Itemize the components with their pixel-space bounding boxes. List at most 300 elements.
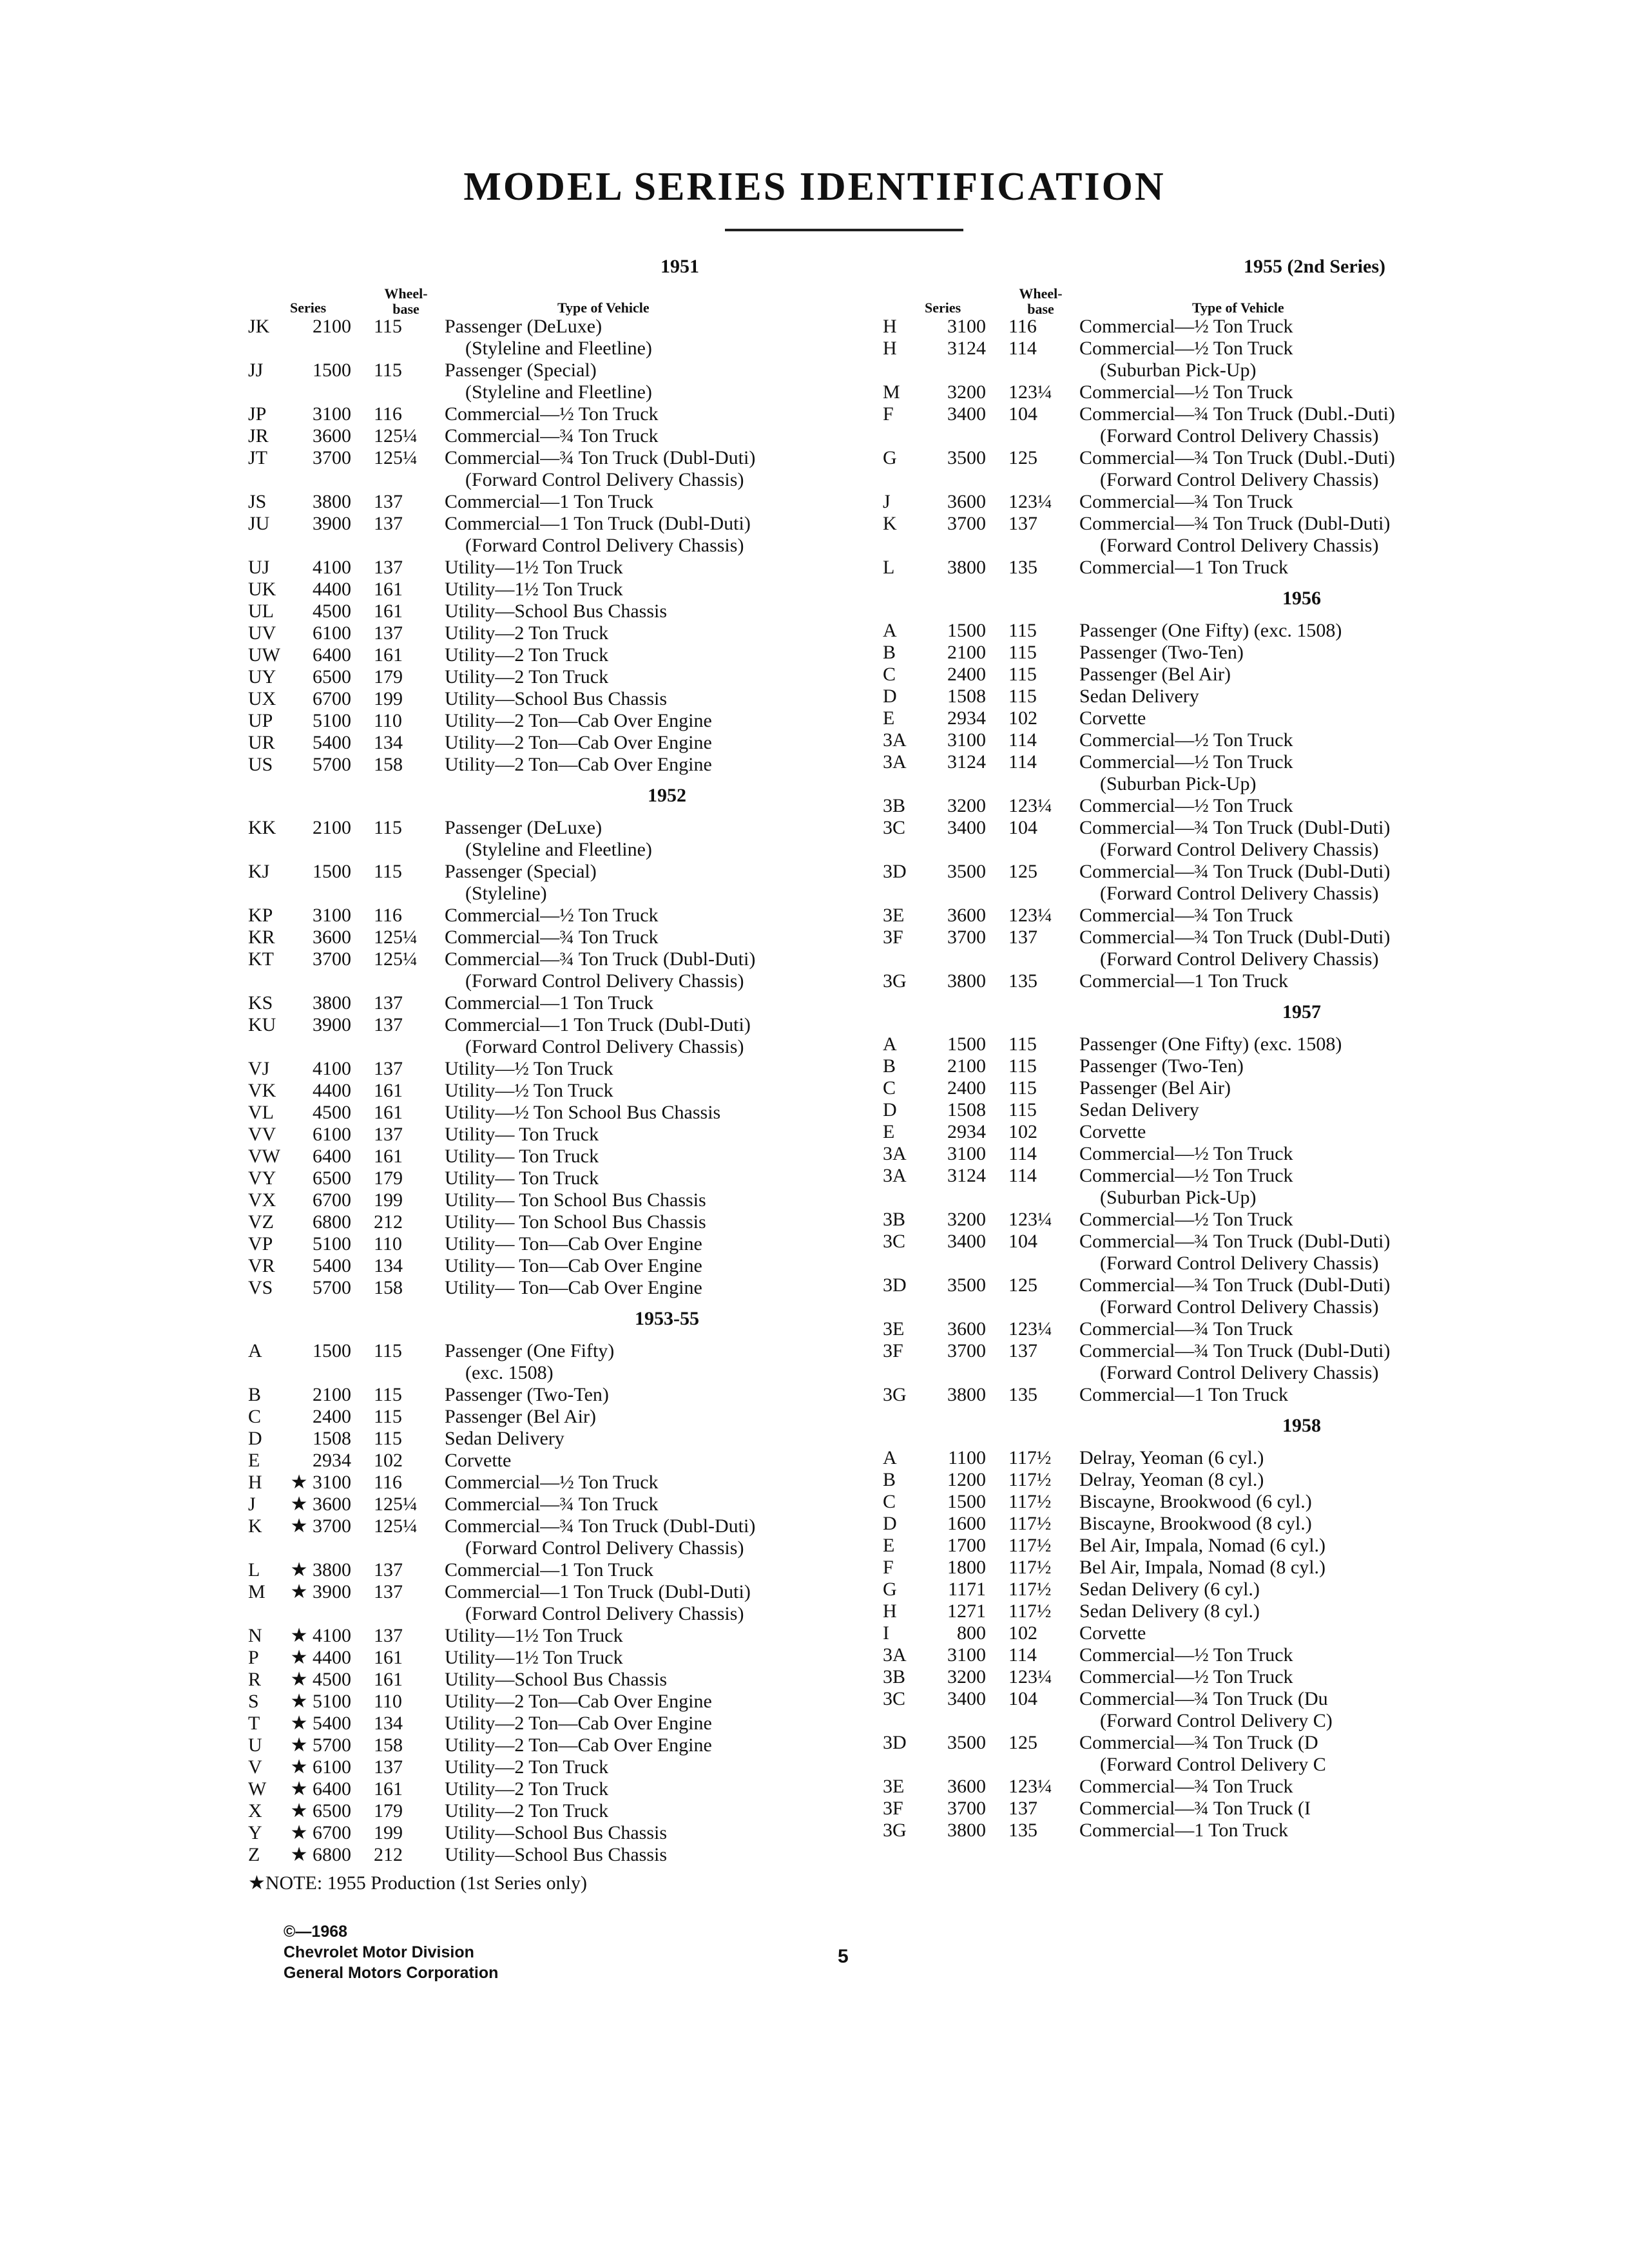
wheelbase-value: 116: [374, 905, 402, 926]
series-number: 3600: [313, 425, 351, 447]
series-number: 1500: [313, 861, 351, 882]
series-code: A: [883, 620, 897, 641]
wheelbase-value: 158: [374, 1735, 403, 1756]
vehicle-type: [1079, 1666, 1617, 1688]
series-code: UW: [248, 644, 280, 666]
wheelbase-value: 125¼: [374, 1515, 418, 1537]
wheelbase-value: 104: [1008, 1688, 1037, 1709]
wheelbase-value: 117½: [1008, 1447, 1052, 1468]
vehicle-type-detail: (Forward Control Delivery Chassis): [1100, 839, 1379, 860]
table-row: [248, 1691, 983, 1713]
wheelbase-value: 199: [374, 688, 403, 709]
wheelbase-value: 137: [374, 1124, 403, 1145]
wheelbase-value: 114: [1008, 729, 1037, 751]
series-code: B: [883, 1055, 896, 1077]
series-code: S: [248, 1691, 259, 1712]
vehicle-type-detail: (Styleline and Fleetline): [465, 839, 652, 860]
series-number: 1508: [947, 1099, 986, 1120]
wheelbase-value: 137: [374, 1058, 403, 1079]
vehicle-type: [1079, 1447, 1617, 1469]
wheelbase-value: 125: [1008, 447, 1037, 468]
series-code: 3B: [883, 1666, 906, 1687]
wheelbase-value: 110: [374, 710, 402, 731]
vehicle-type-text: Commercial—¾ Ton Truck (Dubl-Duti): [1079, 861, 1391, 882]
wheelbase-value: 135: [1008, 557, 1037, 578]
wheelbase-value: 161: [374, 1102, 403, 1123]
wheelbase-header-line: Wheel-: [1019, 285, 1063, 302]
wheelbase-value: 123¼: [1008, 795, 1052, 816]
vehicle-type-text: Commercial—½ Ton Truck: [1079, 1143, 1293, 1164]
table-row: [883, 1274, 1617, 1318]
series-number: 5700: [313, 1277, 351, 1298]
vehicle-type-text: Passenger (Two-Ten): [1079, 642, 1244, 663]
table-row: [883, 1776, 1617, 1798]
table-row: [883, 1732, 1617, 1776]
series-code: B: [248, 1384, 262, 1405]
wheelbase-value: 115: [374, 316, 402, 337]
vehicle-type-text: Corvette: [1079, 1622, 1146, 1644]
series-number: 4100: [313, 1058, 351, 1079]
series-code: JP: [248, 403, 267, 425]
table-row: [883, 927, 1617, 970]
vehicle-type: [1079, 1055, 1617, 1077]
vehicle-type-text: Commercial—½ Ton Truck: [1079, 751, 1293, 773]
series-code: 3A: [883, 1165, 907, 1186]
vehicle-type-text: Commercial—½ Ton Truck: [1079, 1209, 1293, 1230]
wheelbase-value: 137: [1008, 1340, 1037, 1361]
series-code: 3A: [883, 1644, 907, 1666]
wheelbase-value: 158: [374, 1277, 403, 1298]
vehicle-type: [1079, 664, 1617, 686]
vehicle-type: [1079, 1513, 1617, 1535]
vehicle-type-text: Utility—2 Ton—Cab Over Engine: [445, 1713, 712, 1734]
series-number: 4500: [313, 1102, 351, 1123]
table-row: [883, 1666, 1617, 1688]
wheelbase-value: 125¼: [374, 425, 418, 447]
table-row: [883, 338, 1617, 381]
table-row: [883, 1535, 1617, 1557]
series-number: 1700: [947, 1535, 986, 1556]
series-code: KK: [248, 817, 276, 838]
series-code: E: [883, 1535, 895, 1556]
table-row: [883, 1165, 1617, 1209]
series-code: J: [248, 1494, 256, 1515]
series-number: 4400: [313, 579, 351, 600]
series-number: ★ 3100: [290, 1472, 351, 1493]
vehicle-type-text: Utility—1½ Ton Truck: [445, 1647, 623, 1668]
series-number: ★ 5700: [290, 1735, 351, 1756]
wheelbase-value: 115: [1008, 642, 1037, 663]
table-row: [248, 992, 983, 1014]
series-number: 3800: [947, 557, 986, 578]
table-row: [248, 1647, 983, 1669]
vehicle-type-detail: (Forward Control Delivery Chassis): [465, 970, 744, 992]
series-number: 6700: [313, 688, 351, 709]
page-number: 5: [838, 1946, 849, 1967]
vehicle-type-text: Utility—2 Ton Truck: [445, 644, 609, 666]
series-header: Series: [290, 300, 327, 316]
series-code: V: [248, 1756, 262, 1778]
series-number: ★ 6400: [290, 1778, 351, 1800]
vehicle-type: [1079, 1274, 1617, 1318]
vehicle-type: [1079, 1384, 1617, 1406]
table-row: [883, 1033, 1617, 1055]
vehicle-type-text: Utility—2 Ton Truck: [445, 622, 609, 644]
series-code: 3C: [883, 1231, 906, 1252]
wheelbase-value: 117½: [1008, 1600, 1052, 1622]
vehicle-type: [1079, 513, 1617, 557]
vehicle-type-text: Passenger (DeLuxe): [445, 316, 602, 337]
table-row: [883, 1384, 1617, 1406]
table-row: [883, 1469, 1617, 1491]
series-number: 3800: [947, 1820, 986, 1841]
vehicle-type-text: Commercial—½ Ton Truck: [1079, 795, 1293, 816]
series-number: 2100: [313, 1384, 351, 1405]
wheelbase-value: 114: [1008, 1165, 1037, 1186]
vehicle-type-detail: (Forward Control Delivery Chassis): [1100, 469, 1379, 490]
vehicle-type-text: Passenger (Special): [445, 861, 597, 882]
series-number: 5100: [313, 710, 351, 731]
right-column: [883, 258, 1617, 1848]
table-row: [248, 601, 983, 622]
vehicle-type-text: Commercial—¾ Ton Truck (D: [1079, 1732, 1318, 1753]
series-number: 3700: [947, 513, 986, 534]
vehicle-type-text: Utility—1½ Ton Truck: [445, 557, 623, 578]
vehicle-type-text: Commercial—1 Ton Truck: [1079, 970, 1289, 992]
table-row: [883, 316, 1617, 338]
series-code: KR: [248, 927, 275, 948]
vehicle-type: [1079, 1622, 1617, 1644]
vehicle-type-text: Delray, Yeoman (8 cyl.): [1079, 1469, 1264, 1490]
vehicle-type-text: Corvette: [445, 1450, 512, 1471]
vehicle-type-text: Commercial—½ Ton Truck: [1079, 1644, 1293, 1666]
vehicle-type-text: Sedan Delivery: [1079, 686, 1199, 707]
wheelbase-value: 102: [1008, 707, 1037, 729]
wheelbase-value: 115: [1008, 664, 1037, 685]
series-number: 3700: [947, 1798, 986, 1819]
series-number: 2400: [947, 664, 986, 685]
series-code: R: [248, 1669, 262, 1690]
series-number: 1500: [947, 1033, 986, 1055]
year-heading: 1953-55: [635, 1308, 699, 1329]
wheelbase-value: 116: [374, 1472, 402, 1493]
table-row: [248, 1058, 983, 1080]
series-code: 3F: [883, 927, 903, 948]
vehicle-type-text: Utility—2 Ton—Cab Over Engine: [445, 1735, 712, 1756]
table-row: [883, 1644, 1617, 1666]
series-code: UP: [248, 710, 273, 731]
wheelbase-value: 161: [374, 579, 403, 600]
table-row: [883, 1688, 1617, 1732]
series-number: 3100: [313, 403, 351, 425]
series-code: I: [883, 1622, 889, 1644]
table-row: [248, 1494, 983, 1515]
series-number: ★ 6500: [290, 1800, 351, 1821]
series-number: 3600: [947, 905, 986, 926]
wheelbase-value: 123¼: [1008, 1776, 1052, 1797]
vehicle-type-text: Passenger (Two-Ten): [1079, 1055, 1244, 1077]
series-code: E: [883, 1121, 895, 1142]
year-section: [248, 258, 983, 776]
vehicle-type-text: Commercial—¾ Ton Truck: [1079, 905, 1293, 926]
series-code: VL: [248, 1102, 274, 1123]
series-number: 3800: [313, 992, 351, 1014]
series-number: ★ 6800: [290, 1844, 351, 1865]
vehicle-type-text: Commercial—1 Ton Truck (Dubl-Duti): [445, 1014, 751, 1035]
vehicle-type: [1079, 491, 1617, 513]
vehicle-type-text: Commercial—¾ Ton Truck (Dubl.-Duti): [1079, 447, 1395, 468]
series-code: N: [248, 1625, 262, 1646]
series-number: 1500: [947, 1491, 986, 1512]
wheelbase-value: 102: [1008, 1622, 1037, 1644]
table-row: [883, 1513, 1617, 1535]
vehicle-type-text: Commercial—¾ Ton Truck: [445, 425, 659, 447]
series-code: UX: [248, 688, 276, 709]
series-code: F: [883, 403, 894, 425]
copyright: ©—1968: [284, 1923, 348, 1941]
table-row: [248, 1080, 983, 1102]
series-code: JS: [248, 491, 267, 512]
table-row: [883, 905, 1617, 927]
series-code: JJ: [248, 360, 264, 381]
wheelbase-value: 135: [1008, 1384, 1037, 1405]
series-number: 5100: [313, 1233, 351, 1254]
table-row: [248, 754, 983, 776]
series-code: UL: [248, 601, 274, 622]
vehicle-type: [1079, 970, 1617, 992]
table-row: [883, 817, 1617, 861]
series-code: E: [883, 707, 895, 729]
series-number: 1508: [313, 1428, 351, 1449]
table-row: [248, 948, 983, 992]
wheelbase-value: 115: [374, 1384, 402, 1405]
table-row: [248, 817, 983, 861]
wheelbase-value: 114: [1008, 1143, 1037, 1164]
wheelbase-value: 125: [1008, 1732, 1037, 1753]
series-number: 6100: [313, 1124, 351, 1145]
vehicle-type-text: Biscayne, Brookwood (6 cyl.): [1079, 1491, 1312, 1512]
series-number: 800: [957, 1622, 986, 1644]
series-number: 3200: [947, 795, 986, 816]
wheelbase-value: 161: [374, 1647, 403, 1668]
division: Chevrolet Motor Division: [284, 1943, 474, 1961]
series-number: 2100: [313, 316, 351, 337]
series-number: 2100: [947, 642, 986, 663]
vehicle-type-text: Utility—½ Ton School Bus Chassis: [445, 1102, 721, 1123]
series-number: 2934: [947, 707, 986, 729]
year-heading: 1957: [1282, 1001, 1321, 1023]
wheelbase-value: 125¼: [374, 927, 418, 948]
table-row: [248, 1625, 983, 1647]
table-row: [248, 710, 983, 732]
series-code: L: [883, 557, 895, 578]
vehicle-type-text: Utility—School Bus Chassis: [445, 601, 668, 622]
vehicle-type: [1079, 729, 1617, 751]
vehicle-type: [1079, 905, 1617, 927]
series-number: 3600: [947, 1318, 986, 1340]
table-row: [248, 1472, 983, 1494]
vehicle-type-detail: (Forward Control Delivery C: [1100, 1754, 1326, 1775]
series-number: 1171: [948, 1579, 986, 1600]
vehicle-type-text: Utility—2 Ton Truck: [445, 1800, 609, 1821]
wheelbase-header-line: base: [392, 301, 419, 317]
vehicle-type-text: Passenger (Bel Air): [1079, 1077, 1231, 1099]
vehicle-type-text: Bel Air, Impala, Nomad (8 cyl.): [1079, 1557, 1326, 1578]
vehicle-type-text: Commercial—1 Ton Truck: [1079, 1384, 1289, 1405]
series-code: K: [883, 513, 897, 534]
series-code: H: [248, 1472, 262, 1493]
vehicle-type: [1079, 620, 1617, 642]
series-code: 3A: [883, 1143, 907, 1164]
vehicle-type: [1079, 381, 1617, 403]
vehicle-type-text: Biscayne, Brookwood (8 cyl.): [1079, 1513, 1312, 1534]
vehicle-type-text: Utility—School Bus Chassis: [445, 688, 668, 709]
series-code: G: [883, 1579, 897, 1600]
table-row: [248, 1581, 983, 1625]
year-heading: 1955 (2nd Series): [1244, 256, 1385, 277]
vehicle-type-detail: (Forward Control Delivery Chassis): [1100, 1296, 1379, 1318]
vehicle-type-text: Passenger (Special): [445, 360, 597, 381]
series-code: G: [883, 447, 897, 468]
vehicle-type-text: Commercial—¾ Ton Truck (Dubl-Duti): [1079, 817, 1391, 838]
vehicle-type-text: Utility— Ton School Bus Chassis: [445, 1189, 706, 1211]
vehicle-type: [1079, 1209, 1617, 1231]
series-code: VX: [248, 1189, 276, 1211]
series-code: T: [248, 1713, 260, 1734]
wheelbase-value: 158: [374, 754, 403, 775]
wheelbase-value: 116: [374, 403, 402, 425]
table-row: [248, 1515, 983, 1559]
wheelbase-value: 137: [1008, 1798, 1037, 1819]
year-section: [883, 1415, 1617, 1841]
table-row: [883, 513, 1617, 557]
vehicle-type-text: Commercial—¾ Ton Truck (Dubl-Duti): [1079, 513, 1391, 534]
table-row: [248, 927, 983, 948]
wheelbase-value: 137: [374, 557, 403, 578]
wheelbase-header: [377, 286, 435, 317]
vehicle-type-text: Passenger (One Fifty) (exc. 1508): [1079, 620, 1342, 641]
wheelbase-value: 137: [374, 1581, 403, 1602]
series-number: 3200: [947, 1666, 986, 1687]
wheelbase-value: 161: [374, 601, 403, 622]
wheelbase-value: 115: [374, 1428, 402, 1449]
wheelbase-value: 212: [374, 1844, 403, 1865]
table-row: [248, 1713, 983, 1735]
vehicle-type-text: Passenger (One Fifty) (exc. 1508): [1079, 1033, 1342, 1055]
table-row: [248, 403, 983, 425]
corporation: General Motors Corporation: [284, 1964, 499, 1982]
series-code: 3G: [883, 1820, 907, 1841]
series-code: B: [883, 642, 896, 663]
series-code: J: [883, 491, 891, 512]
wheelbase-value: 134: [374, 1255, 403, 1276]
type-header: Type of Vehicle: [557, 300, 650, 316]
table-row: [883, 1121, 1617, 1143]
vehicle-type: [1079, 1340, 1617, 1384]
wheelbase-header-line: Wheel-: [384, 285, 428, 302]
series-number: 1100: [948, 1447, 986, 1468]
series-number: 3500: [947, 1274, 986, 1296]
vehicle-type: [1079, 751, 1617, 795]
series-code: JT: [248, 447, 267, 468]
vehicle-type-text: Corvette: [1079, 1121, 1146, 1142]
table-row: [883, 447, 1617, 491]
series-code: E: [248, 1450, 260, 1471]
wheelbase-value: 137: [374, 1625, 403, 1646]
wheelbase-value: 135: [1008, 970, 1037, 992]
vehicle-type: [1079, 338, 1617, 381]
wheelbase-value: 125: [1008, 1274, 1037, 1296]
column-header: [248, 258, 983, 316]
vehicle-type-text: Utility—School Bus Chassis: [445, 1669, 668, 1690]
vehicle-type: [1079, 1491, 1617, 1513]
wheelbase-value: 115: [374, 1340, 402, 1361]
series-code: KS: [248, 992, 273, 1014]
year-section: [883, 258, 1617, 579]
table-row: [248, 1428, 983, 1450]
vehicle-type-text: Sedan Delivery (8 cyl.): [1079, 1600, 1260, 1622]
table-row: [248, 1340, 983, 1384]
series-number: 1508: [947, 686, 986, 707]
table-row: [248, 557, 983, 579]
vehicle-type-text: Commercial—½ Ton Truck: [1079, 1165, 1293, 1186]
series-number: 3500: [947, 447, 986, 468]
vehicle-type-text: Passenger (DeLuxe): [445, 817, 602, 838]
table-row: [883, 664, 1617, 686]
series-number: 2100: [313, 817, 351, 838]
vehicle-type-text: Commercial—¾ Ton Truck (Dubl-Duti): [1079, 927, 1391, 948]
wheelbase-value: 137: [374, 491, 403, 512]
table-row: [883, 970, 1617, 992]
vehicle-type-text: Commercial—½ Ton Truck: [445, 403, 659, 425]
vehicle-type-text: Commercial—¾ Ton Truck: [445, 927, 659, 948]
series-number: 1271: [947, 1600, 986, 1622]
series-number: 3500: [947, 861, 986, 882]
series-code: 3D: [883, 1274, 907, 1296]
year-section: [883, 588, 1617, 992]
table-row: [248, 1124, 983, 1146]
vehicle-type-text: Utility— Ton Truck: [445, 1146, 599, 1167]
vehicle-type: [1079, 1600, 1617, 1622]
vehicle-type-text: Passenger (One Fifty): [445, 1340, 615, 1361]
series-number: 1500: [947, 620, 986, 641]
vehicle-type-text: Passenger (Bel Air): [1079, 664, 1231, 685]
vehicle-type-text: Utility—2 Ton—Cab Over Engine: [445, 754, 712, 775]
wheelbase-value: 117½: [1008, 1579, 1052, 1600]
series-number: 3400: [947, 817, 986, 838]
series-number: 3124: [947, 338, 986, 359]
series-number: 3900: [313, 513, 351, 534]
series-code: 3G: [883, 970, 907, 992]
wheelbase-value: 110: [374, 1691, 402, 1712]
series-code: D: [248, 1428, 262, 1449]
table-row: [883, 1491, 1617, 1513]
series-code: D: [883, 686, 897, 707]
table-row: [883, 729, 1617, 751]
table-row: [248, 1800, 983, 1822]
series-code: UR: [248, 732, 275, 753]
wheelbase-value: 135: [1008, 1820, 1037, 1841]
vehicle-type-detail: (Suburban Pick-Up): [1100, 1187, 1257, 1208]
vehicle-type: [1079, 1688, 1617, 1732]
vehicle-type-text: Commercial—¾ Ton Truck (Dubl-Duti): [445, 948, 756, 970]
series-number: 3800: [313, 491, 351, 512]
table-row: [883, 861, 1617, 905]
table-row: [248, 732, 983, 754]
series-code: C: [883, 1077, 896, 1099]
series-code: C: [248, 1406, 262, 1427]
vehicle-type: [1079, 817, 1617, 861]
